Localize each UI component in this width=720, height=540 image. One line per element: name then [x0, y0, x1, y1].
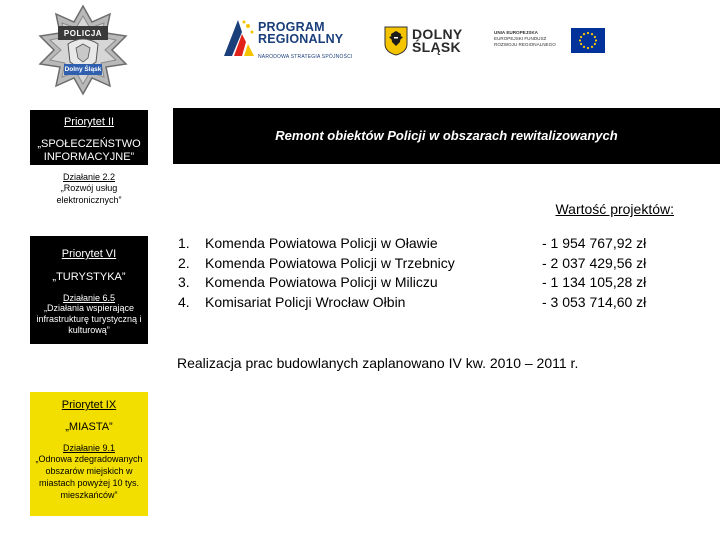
project-number: 1. — [178, 235, 190, 251]
action-2-2-label: Działanie 2.2 — [62, 172, 116, 182]
priority-ix-name: „MIASTA” — [65, 421, 113, 433]
eu-logo-line3: ROZWOJU REGIONALNEGO — [494, 42, 556, 47]
list-item — [178, 234, 668, 254]
main-title: Remont obiektów Policji w obszarach rewitalizowanych — [275, 128, 618, 143]
main-title-box — [173, 108, 720, 164]
project-value: - 1 954 767,92 zł — [542, 235, 647, 251]
action-9-1-label: Działanie 9.1 — [62, 443, 116, 453]
eu-logo-line2: EUROPEJSKI FUNDUSZ — [494, 36, 547, 41]
project-number: 4. — [178, 293, 190, 310]
eu-logo — [494, 28, 614, 54]
schedule-note: Realizacja prac budowlanych zaplanowano IV kw. 2010 – 2011 r. — [177, 355, 579, 371]
action-6-5-name: „Działania wspierające infrastrukturę turystyczną i kulturową” — [36, 303, 142, 335]
action-2-2-name: „Rozwój usług elektronicznych” — [56, 183, 122, 205]
project-value: - 3 053 714,60 zł — [542, 293, 647, 310]
sidebar-priority-vi — [30, 236, 148, 344]
priority-vi-name: „TURYSTYKA” — [52, 271, 126, 283]
program-regionalny-mark-icon — [222, 18, 256, 58]
project-name: Komenda Powiatowa Policji w Oławie — [205, 235, 438, 251]
project-number: 3. — [178, 274, 190, 290]
program-logo-line2: REGIONALNY — [258, 32, 344, 46]
list-item — [178, 293, 668, 313]
lower-silesia-crest-icon — [384, 26, 408, 56]
list-item — [178, 254, 668, 274]
police-logo-bottom-text: Dolny Śląsk — [64, 66, 102, 73]
list-item — [178, 273, 668, 293]
police-logo — [34, 4, 132, 96]
dolny-slask-line1: DOLNY — [412, 26, 463, 42]
eu-logo-line1: UNIA EUROPEJSKA — [494, 30, 538, 35]
project-list — [178, 234, 668, 312]
value-header: Wartość projektów: — [555, 201, 674, 217]
project-name: Komenda Powiatowa Policji w Trzebnicy — [205, 254, 455, 271]
program-regionalny-logo — [222, 16, 372, 66]
priority-ii-label: Priorytet II — [63, 116, 115, 128]
action-9-1-name: „Odnowa zdegradowanych obszarów miejskich w miastach powyżej 10 tys. mieszkańców” — [35, 454, 143, 500]
eu-flag-icon — [571, 28, 605, 53]
dolny-slask-logo — [384, 26, 474, 60]
police-logo-top-text: POLICJA — [63, 29, 103, 38]
action-6-5-label: Działanie 6.5 — [62, 293, 116, 303]
dolny-slask-line2: ŚLĄSK — [412, 39, 461, 55]
priority-ii-name: „SPOŁECZEŃSTWO INFORMACYJNE” — [37, 138, 141, 163]
sidebar-priority-ii — [30, 110, 148, 165]
sidebar-action-2-2 — [30, 172, 148, 208]
project-number: 2. — [178, 254, 190, 271]
project-name: Komenda Powiatowa Policji w Miliczu — [205, 274, 438, 290]
project-name: Komisariat Policji Wrocław Ołbin — [205, 293, 406, 310]
police-star-badge-icon — [34, 4, 132, 96]
priority-vi-label: Priorytet VI — [61, 248, 117, 260]
project-value: - 2 037 429,56 zł — [542, 254, 647, 271]
project-value: - 1 134 105,28 zł — [542, 274, 647, 290]
sidebar-priority-ix — [30, 392, 148, 516]
program-logo-subtitle: NARODOWA STRATEGIA SPÓJNOŚCI — [258, 54, 353, 60]
priority-ix-label: Priorytet IX — [61, 399, 117, 411]
program-logo-line1: PROGRAM — [258, 20, 325, 34]
